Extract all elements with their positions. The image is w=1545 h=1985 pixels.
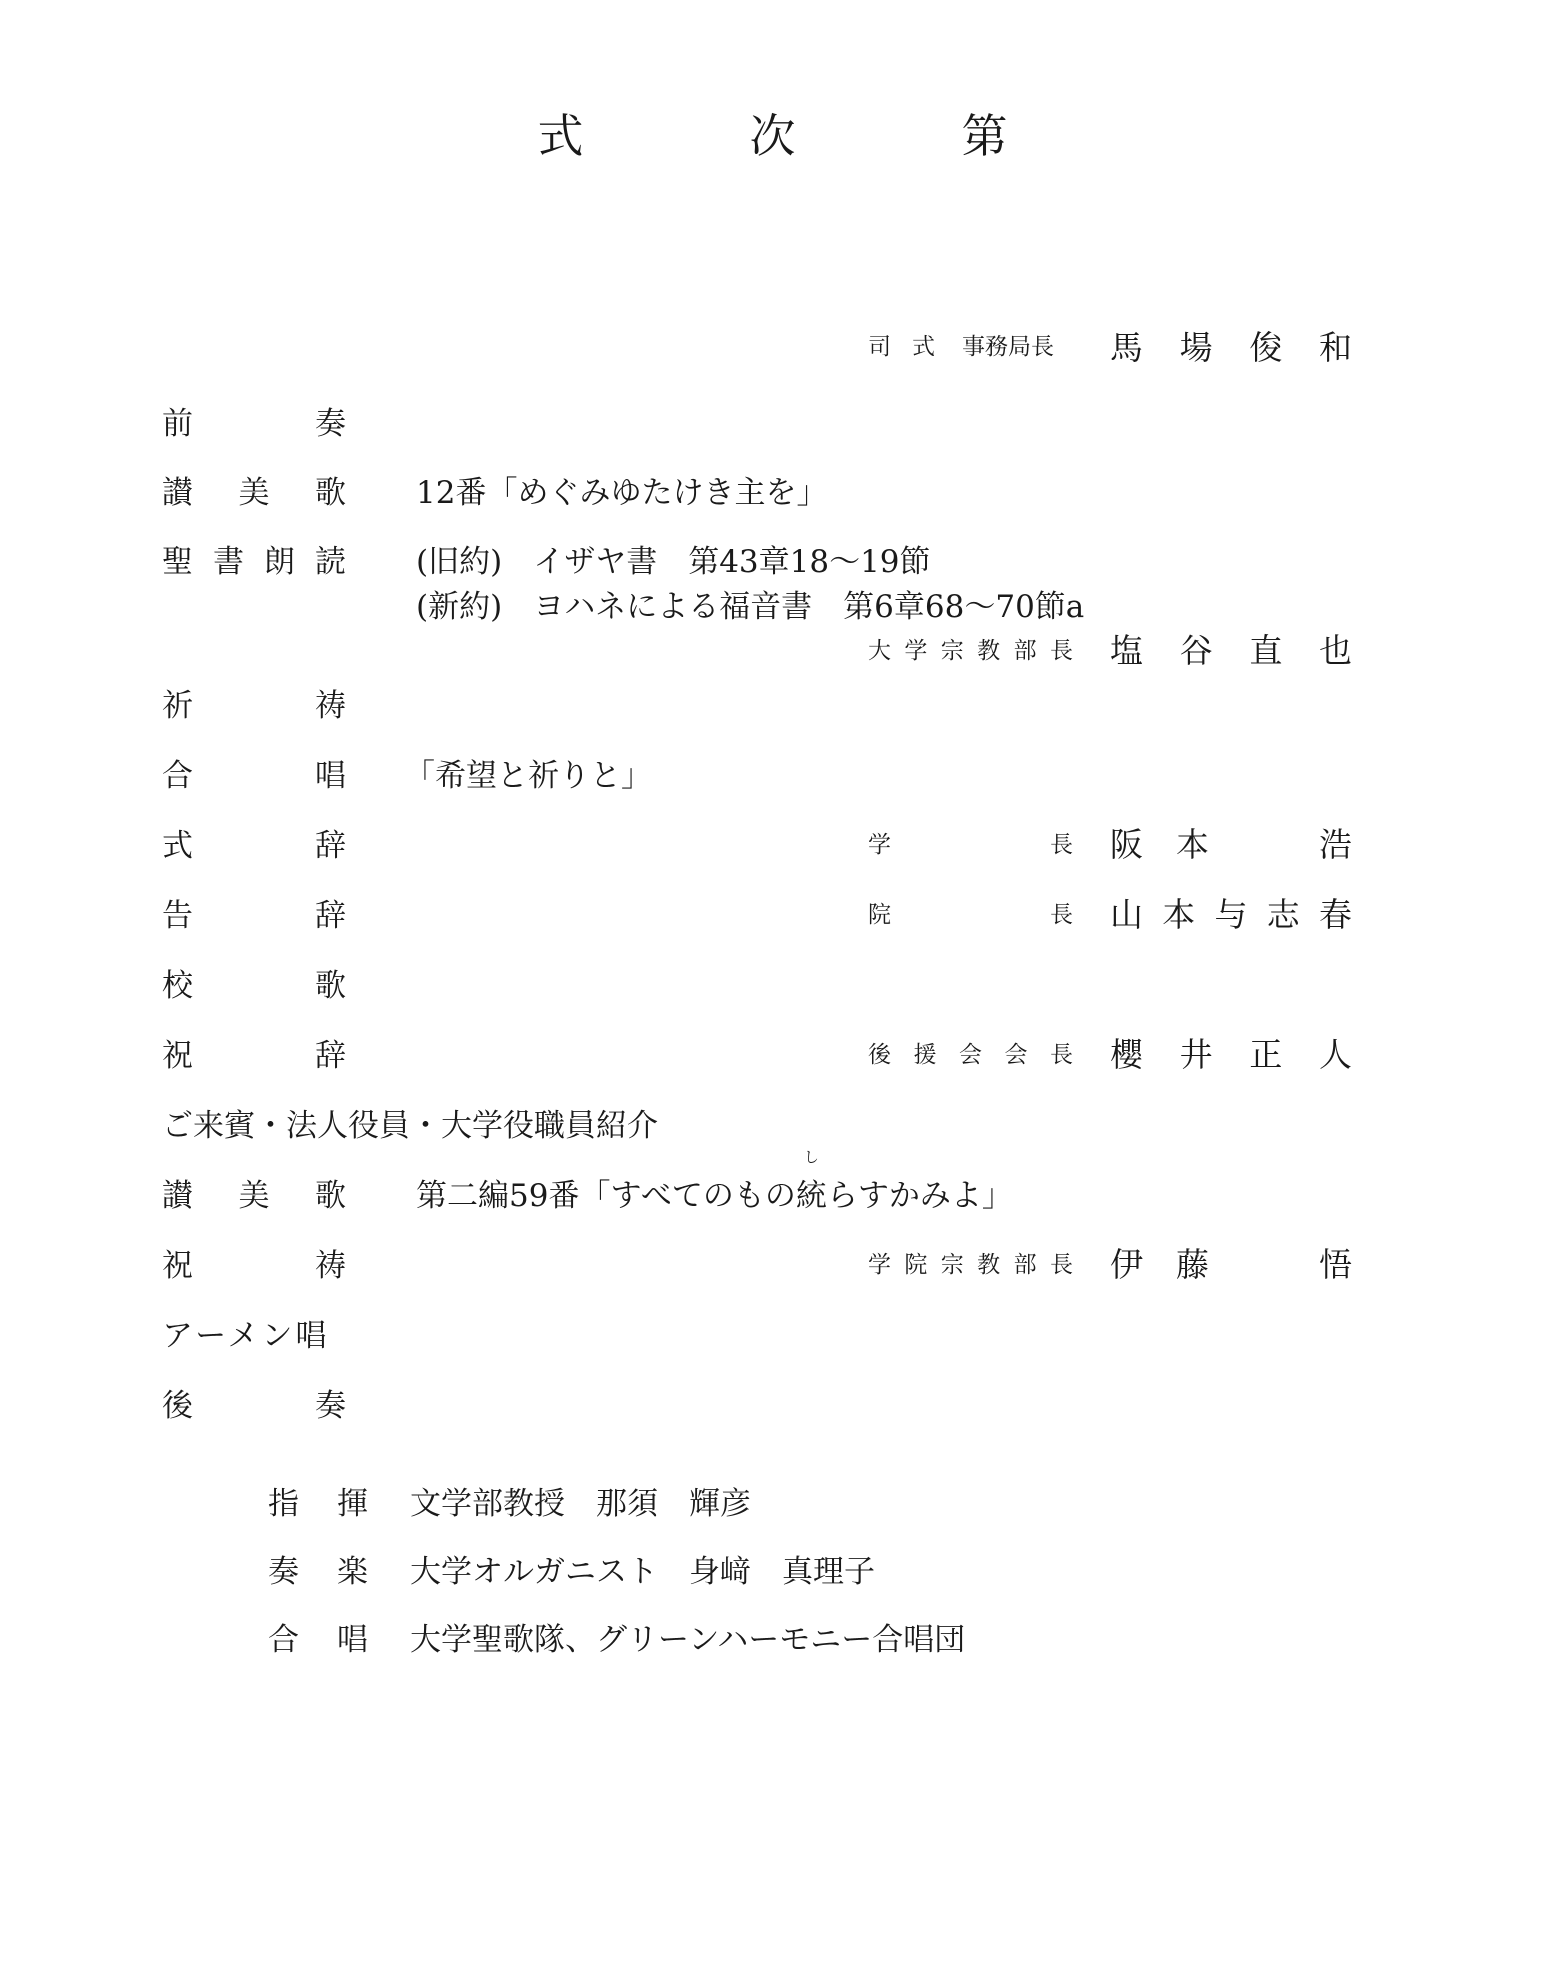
congrats-name	[1110, 1029, 1352, 1076]
name-char: 櫻	[1110, 1035, 1143, 1074]
benediction-label	[162, 1240, 346, 1285]
name-char: 山	[1110, 895, 1143, 934]
role-char: 長	[1050, 832, 1073, 858]
host-role-b: 式	[912, 334, 935, 360]
label-char: 合	[162, 758, 193, 794]
role-char: 長	[1049, 638, 1073, 664]
label-char: 書	[213, 544, 244, 580]
ceremony-role	[868, 826, 1073, 859]
ceremony-name	[1110, 819, 1352, 866]
ruby-base: 統	[795, 1178, 827, 1214]
role-char: 学	[904, 638, 928, 664]
role-char: 長	[1050, 1042, 1073, 1068]
reading-new-testament: (新約) ヨハネによる福音書 第6章68～70節a	[416, 589, 1085, 625]
host-name-char: 俊	[1249, 328, 1283, 367]
host-role-c: 事務局長	[962, 334, 1054, 360]
label-char: 讃	[162, 475, 193, 511]
label-char: 朗	[264, 544, 295, 580]
hymn2-content-before: 第二編59番「すべてのもの	[416, 1178, 796, 1214]
label-char: 歌	[315, 475, 346, 511]
role-char: 会	[959, 1042, 982, 1068]
reading-role	[868, 632, 1073, 665]
label-char: 唱	[337, 1622, 368, 1658]
chorus-label	[162, 750, 346, 795]
role-char: 援	[913, 1042, 937, 1068]
name-char: 藤	[1176, 1245, 1209, 1284]
congrats-role	[868, 1036, 1073, 1069]
label-char: 辞	[315, 828, 346, 864]
label-char: 歌	[315, 1178, 346, 1214]
role-char: 院	[904, 1252, 928, 1278]
reading-name	[1110, 625, 1352, 672]
label-char: 祝	[162, 1038, 193, 1074]
label-char: 祷	[315, 688, 346, 724]
host-name-char: 場	[1179, 328, 1213, 367]
label-char: 校	[162, 968, 193, 1004]
name-char: 志	[1266, 895, 1300, 934]
name-char: 正	[1249, 1035, 1283, 1074]
name-char: 与	[1214, 895, 1248, 934]
name-char: 井	[1179, 1035, 1213, 1074]
label-char: 美	[238, 1178, 270, 1214]
name-char: 悟	[1319, 1245, 1352, 1284]
label-char: 唱	[315, 758, 346, 794]
page-title: 式 次 第	[537, 109, 1068, 163]
label-char: 指	[268, 1486, 299, 1522]
role-char: 院	[868, 902, 891, 928]
address-label	[162, 890, 346, 935]
role-char: 学	[868, 1252, 891, 1278]
address-role	[868, 896, 1073, 929]
label-char: 式	[162, 828, 193, 864]
role-char: 教	[977, 1252, 1001, 1278]
ceremony-label	[162, 820, 346, 865]
label-char: 美	[238, 475, 270, 511]
credit-organist: 大学オルガニスト 身﨑 真理子	[410, 1554, 875, 1590]
benediction-role	[868, 1246, 1073, 1279]
credit-conductor-label	[268, 1478, 368, 1523]
credit-organist-label	[268, 1546, 368, 1591]
role-char: 長	[1050, 902, 1073, 928]
label-char: 告	[162, 898, 193, 934]
label-char: 祝	[162, 1248, 193, 1284]
label-char: 楽	[337, 1554, 368, 1590]
name-char: 本	[1162, 895, 1196, 934]
benediction-name	[1110, 1239, 1352, 1286]
role-char: 部	[1013, 1252, 1037, 1278]
label-char: 奏	[315, 1388, 346, 1424]
name-char: 也	[1318, 631, 1352, 670]
school-song-label	[162, 960, 346, 1005]
role-char: 大	[868, 638, 891, 664]
credit-conductor: 文学部教授 那須 輝彦	[410, 1486, 751, 1522]
hymn1-label	[162, 467, 346, 512]
reading-label	[162, 536, 346, 581]
prayer-label	[162, 680, 346, 725]
role-char: 後	[868, 1042, 891, 1068]
role-char: 宗	[940, 638, 964, 664]
role-char: 部	[1013, 638, 1037, 664]
ruby-reading: し	[803, 1148, 819, 1166]
name-char: 伊	[1110, 1245, 1143, 1284]
role-char: 教	[977, 638, 1001, 664]
label-char: 辞	[315, 898, 346, 934]
name-char: 直	[1249, 631, 1283, 670]
role-char: 長	[1049, 1252, 1073, 1278]
hymn2-content-after: らすかみよ」	[826, 1178, 1013, 1214]
label-char: 前	[162, 406, 193, 442]
prelude-label	[162, 398, 346, 443]
hymn2-content	[416, 1148, 1013, 1215]
label-char: 奏	[268, 1554, 299, 1590]
name-char: 阪	[1110, 825, 1143, 864]
hymn2-label	[162, 1170, 346, 1215]
postlude-label	[162, 1380, 346, 1425]
chorus-content: 「希望と祈りと」	[404, 758, 652, 794]
host-name	[1110, 322, 1352, 369]
hymn1-content: 12番「めぐみゆたけき主を」	[416, 475, 828, 511]
label-char: 讃	[162, 1178, 193, 1214]
label-char: 聖	[162, 544, 193, 580]
amen-line: アーメン唱	[162, 1318, 330, 1354]
reading-old-testament: (旧約) イザヤ書 第43章18～19節	[416, 544, 931, 580]
hymn2-ruby	[795, 1148, 827, 1215]
role-char: 学	[868, 832, 891, 858]
label-char: 祷	[315, 1248, 346, 1284]
host-role-a: 司	[868, 334, 891, 360]
name-char: 本	[1176, 825, 1209, 864]
label-char: 歌	[315, 968, 346, 1004]
label-char: 合	[268, 1622, 299, 1658]
label-char: 揮	[337, 1486, 368, 1522]
role-char: 会	[1004, 1042, 1028, 1068]
credit-choir: 大学聖歌隊、グリーンハーモニー合唱団	[410, 1622, 966, 1658]
role-char: 宗	[940, 1252, 964, 1278]
label-char: 奏	[315, 406, 346, 442]
congrats-label	[162, 1030, 346, 1075]
name-char: 人	[1318, 1035, 1352, 1074]
name-char: 谷	[1179, 631, 1213, 670]
address-name	[1110, 889, 1352, 936]
label-char: 後	[162, 1388, 193, 1424]
label-char: 読	[315, 544, 346, 580]
introduction-line: ご来賓・法人役員・大学役職員紹介	[162, 1108, 658, 1144]
credit-choir-label	[268, 1614, 368, 1659]
host-name-char: 馬	[1110, 328, 1143, 367]
name-char: 浩	[1319, 825, 1352, 864]
name-char: 塩	[1110, 631, 1143, 670]
label-char: 辞	[315, 1038, 346, 1074]
host-name-char: 和	[1318, 328, 1352, 367]
label-char: 祈	[162, 688, 193, 724]
name-char: 春	[1319, 895, 1352, 934]
